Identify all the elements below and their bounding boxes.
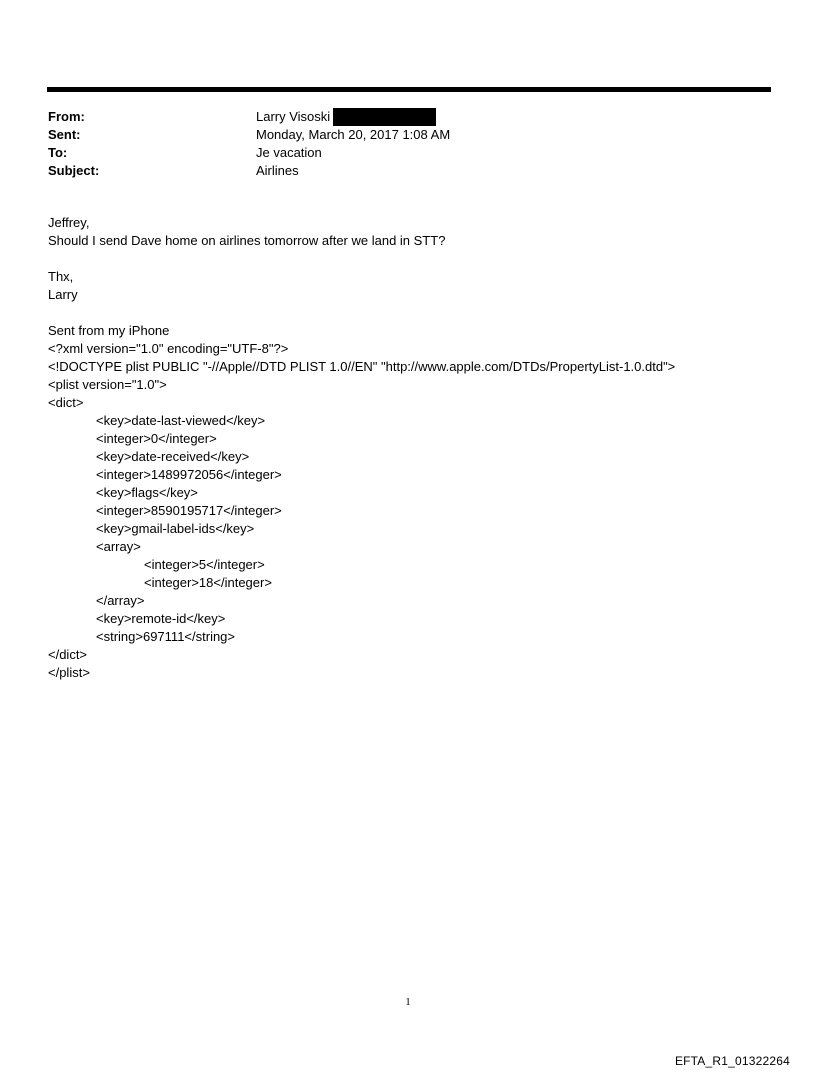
plist-line: <plist version="1.0"> — [48, 377, 167, 392]
bates-number: EFTA_R1_01322264 — [674, 1054, 790, 1068]
plist-line: <integer>0</integer> — [96, 431, 217, 446]
plist-line: <key>remote-id</key> — [96, 611, 226, 626]
page-number: 1 — [405, 996, 411, 1008]
email-header — [48, 108, 768, 180]
message-text: Should I send Dave home on airlines tomorrow after we land in STT? — [48, 233, 446, 248]
plist-line: </plist> — [48, 665, 90, 680]
subject-row — [48, 162, 768, 180]
spacer — [48, 304, 788, 322]
plist-line: </dict> — [48, 647, 88, 662]
to-row — [48, 144, 768, 162]
to-value: Je vacation — [256, 145, 322, 160]
sent-row — [48, 126, 768, 144]
to-label: To: — [48, 145, 68, 160]
plist-line: <?xml version="1.0" encoding="UTF-8"?> — [48, 341, 289, 356]
plist-line: <integer>5</integer> — [144, 557, 265, 572]
plist-line: <key>date-received</key> — [96, 449, 250, 464]
sent-value: Monday, March 20, 2017 1:08 AM — [256, 127, 451, 142]
plist-line: <array> — [96, 539, 141, 554]
email-body — [48, 214, 788, 682]
header-divider — [47, 87, 771, 92]
subject-value: Airlines — [256, 163, 299, 178]
plist-line: <dict> — [48, 395, 84, 410]
redaction-box — [333, 108, 436, 126]
greeting: Jeffrey, — [48, 215, 90, 230]
from-row — [48, 108, 768, 126]
plist-line: <!DOCTYPE plist PUBLIC "-//Apple//DTD PLIST 1.0//EN" "http://www.apple.com/DTDs/PropertyList-1.0.dtd"> — [48, 359, 676, 374]
closing: Thx, — [48, 269, 74, 284]
subject-label: Subject: — [48, 163, 100, 178]
plist-line: <integer>8590195717</integer> — [96, 503, 282, 518]
plist-line: <integer>18</integer> — [144, 575, 272, 590]
plist-line: <integer>1489972056</integer> — [96, 467, 282, 482]
spacer — [48, 250, 788, 268]
signature: Larry — [48, 287, 78, 302]
plist-line: <key>gmail-label-ids</key> — [96, 521, 255, 536]
plist-line: </array> — [96, 593, 145, 608]
plist-line: <key>date-last-viewed</key> — [96, 413, 266, 428]
from-value — [256, 108, 436, 126]
sender-name: Larry Visoski — [256, 109, 331, 124]
sent-label: Sent: — [48, 127, 81, 142]
plist-line: <key>flags</key> — [96, 485, 198, 500]
from-label: From: — [48, 109, 85, 124]
sent-from: Sent from my iPhone — [48, 323, 170, 338]
plist-line: <string>697111</string> — [96, 629, 236, 644]
